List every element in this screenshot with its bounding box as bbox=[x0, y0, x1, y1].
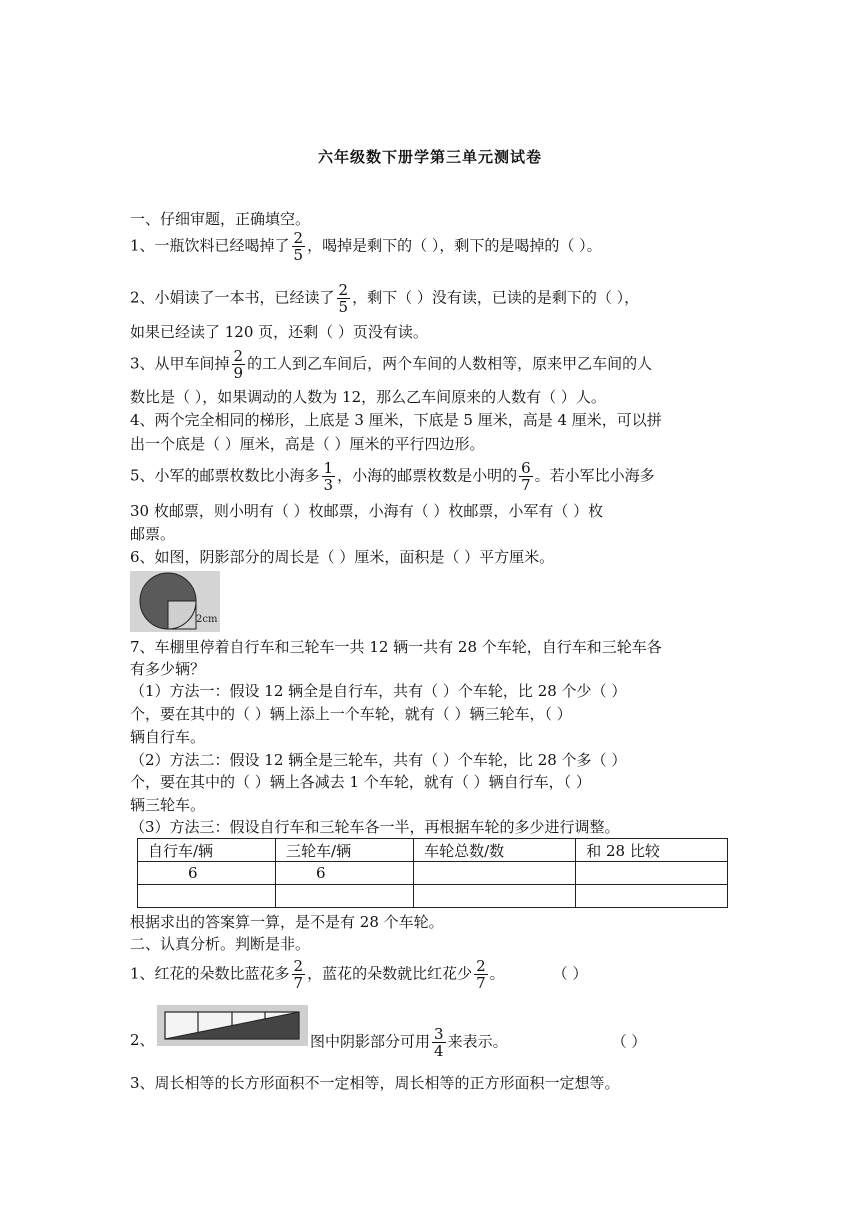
q7-method-2a: （2）方法二：假设 12 辆全是三轮车，共有（ ）个车轮，比 28 个多（ ） bbox=[130, 751, 627, 769]
fraction: $\frac{3}{4}$ bbox=[434, 1025, 444, 1060]
j2-text-b: 来表示。 bbox=[447, 1032, 508, 1051]
table-cell bbox=[414, 862, 576, 885]
table-row bbox=[138, 862, 728, 885]
q4-line-1: 4、两个完全相同的梯形，上底是 3 厘米，下底是 5 厘米，高是 4 厘米，可以拼 bbox=[130, 411, 662, 429]
q7-method-1b: 个，要在其中的（ ）辆上添上一个车轮，就有（ ）辆三轮车，（ ） bbox=[130, 705, 572, 723]
question-3 bbox=[130, 348, 730, 381]
table-cell bbox=[576, 885, 728, 908]
fraction: $\frac{2}{7}$ bbox=[293, 957, 304, 992]
q7-line-1: 7、车棚里停着自行车和三轮车一共 12 辆一共有 28 个车轮，自行车和三轮车各 bbox=[130, 638, 662, 656]
q4-line-2: 出一个底是（ ）厘米，高是（ ）厘米的平行四边形。 bbox=[130, 435, 485, 453]
q7-method-2c: 辆三轮车。 bbox=[130, 796, 206, 814]
wheel-table bbox=[137, 838, 728, 908]
q5-line-2: 30 枚邮票，则小明有（ ）枚邮票，小海有（ ）枚邮票，小军有（ ）枚 bbox=[130, 502, 604, 520]
q5-line-3: 邮票。 bbox=[130, 525, 176, 543]
q2-text-a: 2、小娟读了一本书，已经读了 bbox=[130, 288, 335, 307]
table-header: 自行车/辆 bbox=[138, 839, 276, 862]
fraction: $\frac{2}{5}$ bbox=[338, 281, 349, 316]
judge-2-number: 2、 bbox=[130, 1031, 155, 1049]
q3-text-a: 3、从甲车间掉 bbox=[130, 354, 230, 373]
figure-label: 2cm bbox=[196, 614, 218, 625]
bar-figure bbox=[157, 1005, 308, 1046]
q7-method-1a: （1）方法一：假设 12 辆全是自行车，共有（ ）个车轮，比 28 个少（ ） bbox=[130, 682, 627, 700]
q5-text-c: 。若小军比小海多 bbox=[534, 466, 655, 485]
judge-3: 3、周长相等的长方形面积不一定相等，周长相等的正方形面积一定想等。 bbox=[130, 1074, 620, 1092]
table-cell: 6 bbox=[276, 862, 414, 885]
section-heading-1: 一、仔细审题，正确填空。 bbox=[130, 210, 311, 228]
table-row bbox=[138, 885, 728, 908]
question-5 bbox=[130, 460, 730, 493]
fraction: $\frac{2}{9}$ bbox=[233, 347, 244, 382]
fraction: $\frac{1}{3}$ bbox=[323, 459, 334, 494]
table-cell bbox=[138, 885, 276, 908]
table-header: 三轮车/辆 bbox=[276, 839, 414, 862]
fraction: $\frac{2}{7}$ bbox=[476, 957, 486, 992]
judge-2 bbox=[310, 1026, 730, 1059]
q3-line-2: 数比是（ ），如果调动的人数为 12，那么乙车间原来的人数有（ ）人。 bbox=[130, 388, 606, 406]
judge-1 bbox=[130, 958, 730, 991]
table-cell bbox=[276, 885, 414, 908]
q7-line-2: 有多少辆？ bbox=[130, 660, 206, 678]
j2-text-a: 图中阴影部分可用 bbox=[310, 1032, 431, 1051]
j1-text-c: 。 bbox=[489, 964, 505, 983]
j1-text-b: ，蓝花的朵数就比红花少 bbox=[307, 964, 473, 983]
circle-figure bbox=[130, 571, 220, 632]
question-6: 6、如图，阴影部分的周长是（ ）厘米，面积是（ ）平方厘米。 bbox=[130, 548, 555, 566]
q5-text-a: 5、小军的邮票枚数比小海多 bbox=[130, 466, 320, 485]
section-heading-2: 二、认真分析。判断是非。 bbox=[130, 935, 311, 953]
table-cell: 6 bbox=[138, 862, 276, 885]
q7-method-2b: 个，要在其中的（ ）辆上各减去 1 个车轮，就有（ ）辆自行车，（ ） bbox=[130, 773, 591, 791]
fraction: $\frac{6}{7}$ bbox=[521, 459, 531, 494]
q7-after-text: 根据求出的答案算一算，是不是有 28 个车轮。 bbox=[130, 913, 444, 931]
q7-method-1c: 辆自行车。 bbox=[130, 728, 206, 746]
answer-paren: （ ） bbox=[611, 1032, 647, 1051]
page-title: 六年级数下册学第三单元测试卷 bbox=[317, 148, 542, 166]
table-header: 车轮总数/数 bbox=[414, 839, 576, 862]
q1-text-b: ，喝掉是剩下的（ ），剩下的是喝掉的（ ）。 bbox=[307, 236, 602, 255]
q3-text-b: 的工人到乙车间后，两个车间的人数相等，原来甲乙车间的人 bbox=[247, 354, 653, 373]
question-2 bbox=[130, 282, 730, 315]
q2-line-2: 如果已经读了 120 页，还剩（ ）页没有读。 bbox=[130, 323, 428, 341]
q7-method-3: （3）方法三：假设自行车和三轮车各一半，再根据车轮的多少进行调整。 bbox=[130, 818, 620, 836]
question-1 bbox=[130, 230, 730, 263]
q1-text-a: 1、一瓶饮料已经喝掉了 bbox=[130, 236, 290, 255]
table-cell bbox=[576, 862, 728, 885]
table-cell bbox=[414, 885, 576, 908]
q5-text-b: ，小海的邮票枚数是小明的 bbox=[337, 466, 518, 485]
table-header: 和 28 比较 bbox=[576, 839, 728, 862]
fraction: $\frac{2}{5}$ bbox=[293, 229, 304, 264]
answer-paren: （ ） bbox=[552, 964, 588, 983]
table-header-row bbox=[138, 839, 728, 862]
q2-text-b: ，剩下（ ）没有读，已读的是剩下的（ ）， bbox=[352, 288, 640, 307]
j1-text-a: 1、红花的朵数比蓝花多 bbox=[130, 964, 290, 983]
